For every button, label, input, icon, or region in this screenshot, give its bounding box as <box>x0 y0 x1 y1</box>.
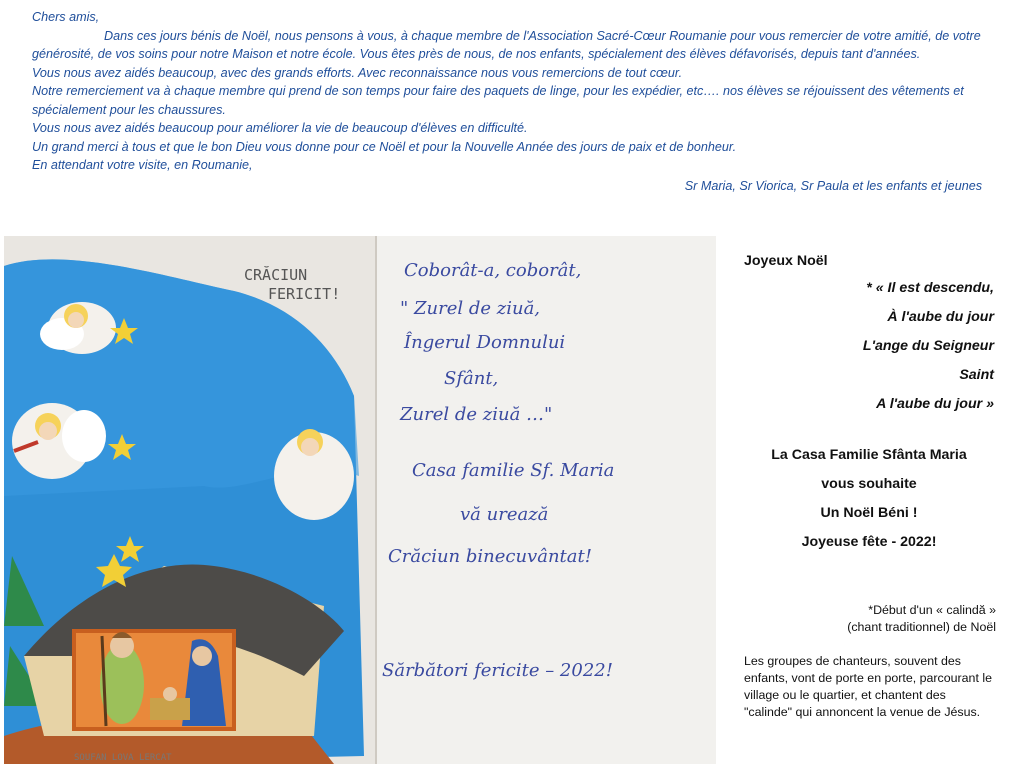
footnote-line: (chant traditionnel) de Noël <box>847 620 996 634</box>
poem-line: Saint <box>959 367 994 383</box>
nativity-drawing <box>4 259 364 764</box>
footnote-note <box>744 602 996 636</box>
handwritten-line: Zurel de ziuă …" <box>400 404 553 425</box>
poem-line: L'ange du Seigneur <box>862 338 994 354</box>
footnote-description: Les groupes de chanteurs, souvent des enfants, vont de porte en porte, parcourant le village ou le quartier, et chantent des "calinde" qui annoncent la venue de Jésus. <box>744 654 992 719</box>
handwritten-line: Casa familie Sf. Maria <box>412 460 615 481</box>
poem-line: À l'aube du jour <box>887 309 994 325</box>
handwritten-line: Sărbători fericite – 2022! <box>382 660 613 681</box>
handwritten-line: Crăciun binecuvântat! <box>388 546 592 567</box>
greeting-block <box>744 248 994 557</box>
letter-signature: Sr Maria, Sr Viorica, Sr Paula et les enfants et jeunes <box>684 178 982 193</box>
wish-line: La Casa Familie Sfânta Maria <box>771 447 967 463</box>
drawing-title-line: FERICIT! <box>268 285 341 303</box>
letter-paragraph: Vous nous avez aidés beaucoup pour améliorer la vie de beaucoup d'élèves en difficulté. <box>32 121 528 135</box>
letter <box>32 8 992 195</box>
greeting-title: Joyeux Noël <box>744 253 828 269</box>
letter-paragraph: Un grand merci à tous et que le bon Dieu vous donne pour ce Noël et pour la Nouvelle Année des jours de paix et de bonheur. <box>32 139 737 154</box>
wish-block <box>744 441 994 557</box>
handwritten-line: Coborât-a, coborât, <box>404 260 582 281</box>
letter-salutation: Chers amis, <box>32 10 100 24</box>
card-photo <box>4 236 716 764</box>
footnote-line: *Début d'un « calindă » <box>868 603 996 617</box>
handwritten-line: Sfânt, <box>444 368 499 389</box>
calinda-poem <box>744 274 994 419</box>
drawing-title-line: CRĂCIUN <box>244 266 308 284</box>
handwritten-line: Îngerul Domnului <box>404 332 566 353</box>
drawing-signature: SOUFAN LOVA LERCAT <box>74 753 172 763</box>
letter-paragraph: Notre remerciement va à chaque membre qui prend de son temps pour faire des paquets de linge, pour les expédier, etc…. nos élèves se réjouissent des vêtements et spécialement pour les chaussures. <box>32 84 964 117</box>
handwritten-line: " Zurel de ziuă, <box>400 298 541 319</box>
footnote <box>744 602 996 721</box>
wish-line: Un Noël Béni ! <box>820 505 918 521</box>
wish-line: vous souhaite <box>821 476 917 492</box>
letter-paragraph: Dans ces jours bénis de Noël, nous pensons à vous, à chaque membre de l'Association Sacré-Cœur Roumanie pour vous remercier de votre amitié, de votre générosité, de vos soins pour notre Maison et notre école. Vous êtes près de nous, de nos enfants, spécialement des élèves défavorisés, depuis tant d'années. <box>32 28 981 61</box>
wish-line: Joyeuse fête - 2022! <box>801 534 937 550</box>
letter-paragraph: Vous nous avez aidés beaucoup, avec des grands efforts. Avec reconnaissance nous vous remercions de tout cœur. <box>32 65 683 80</box>
handwritten-line: vă urează <box>460 504 549 525</box>
letter-paragraph: En attendant votre visite, en Roumanie, <box>32 158 253 172</box>
poem-line: * « Il est descendu, <box>866 280 994 296</box>
poem-line: A l'aube du jour » <box>876 396 994 412</box>
